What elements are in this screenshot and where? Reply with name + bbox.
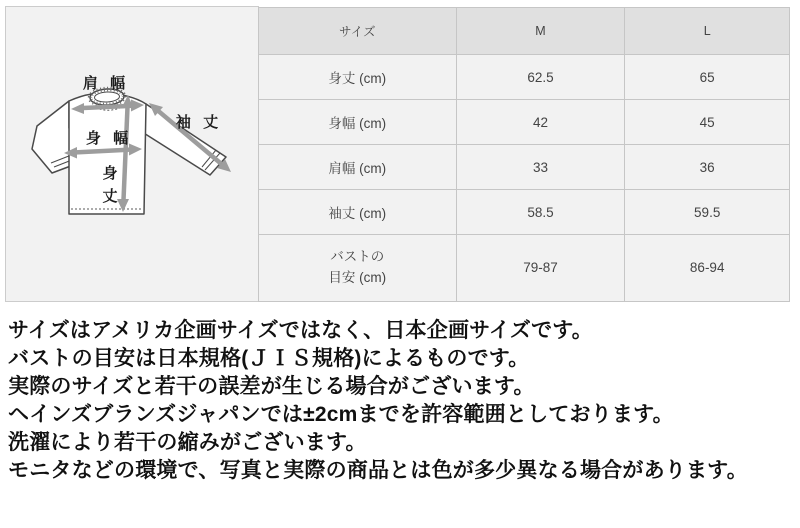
size-l-header: L <box>625 8 790 55</box>
table-row-body-width <box>259 100 790 145</box>
table-row-shoulder-width <box>259 145 790 190</box>
row-label-line1: バストの <box>330 249 385 265</box>
note-line: バストの目安は日本規格(ＪＩＳ規格)によるものです。 <box>8 347 530 370</box>
row-label: 身丈 (cm) <box>259 55 457 100</box>
size-table-header-row <box>259 8 790 55</box>
table-row-bust-guide <box>259 235 790 302</box>
note-line: モニタなどの環境で、写真と実際の商品とは色が多少異なる場合があります。 <box>8 459 748 482</box>
shirt-measurement-panel <box>5 6 259 302</box>
value-m: 33 <box>456 145 625 190</box>
row-label <box>259 235 457 302</box>
size-table <box>258 7 790 302</box>
value-m: 58.5 <box>456 190 625 235</box>
shoulder-width-label: 肩 幅 <box>82 75 130 92</box>
value-m: 62.5 <box>456 55 625 100</box>
value-l: 86-94 <box>625 235 790 302</box>
body-length-label-char1: 身 <box>102 165 122 182</box>
table-row-sleeve-length <box>259 190 790 235</box>
row-label: 身幅 (cm) <box>259 100 457 145</box>
value-l: 59.5 <box>625 190 790 235</box>
note-line: 洗濯により若干の縮みがございます。 <box>8 431 367 454</box>
value-m: 79-87 <box>456 235 625 302</box>
note-line: 実際のサイズと若干の誤差が生じる場合がございます。 <box>8 375 535 398</box>
value-l: 36 <box>625 145 790 190</box>
shirt-diagram-icon <box>6 7 258 301</box>
table-row-body-length <box>259 55 790 100</box>
note-line: ヘインズブランズジャパンでは±2cmまでを許容範囲としております。 <box>8 403 674 426</box>
row-label: 袖丈 (cm) <box>259 190 457 235</box>
body-length-label-char2: 丈 <box>102 188 122 205</box>
value-l: 65 <box>625 55 790 100</box>
notes-block <box>8 317 800 485</box>
body-width-label: 身 幅 <box>85 130 133 147</box>
value-l: 45 <box>625 100 790 145</box>
size-m-header: M <box>456 8 625 55</box>
sleeve-length-label: 袖 丈 <box>175 114 223 131</box>
value-m: 42 <box>456 100 625 145</box>
row-label-line2: 目安 (cm) <box>328 270 387 285</box>
note-line: サイズはアメリカ企画サイズではなく、日本企画サイズです。 <box>8 319 593 342</box>
size-column-header: サイズ <box>259 8 457 55</box>
row-label: 肩幅 (cm) <box>259 145 457 190</box>
